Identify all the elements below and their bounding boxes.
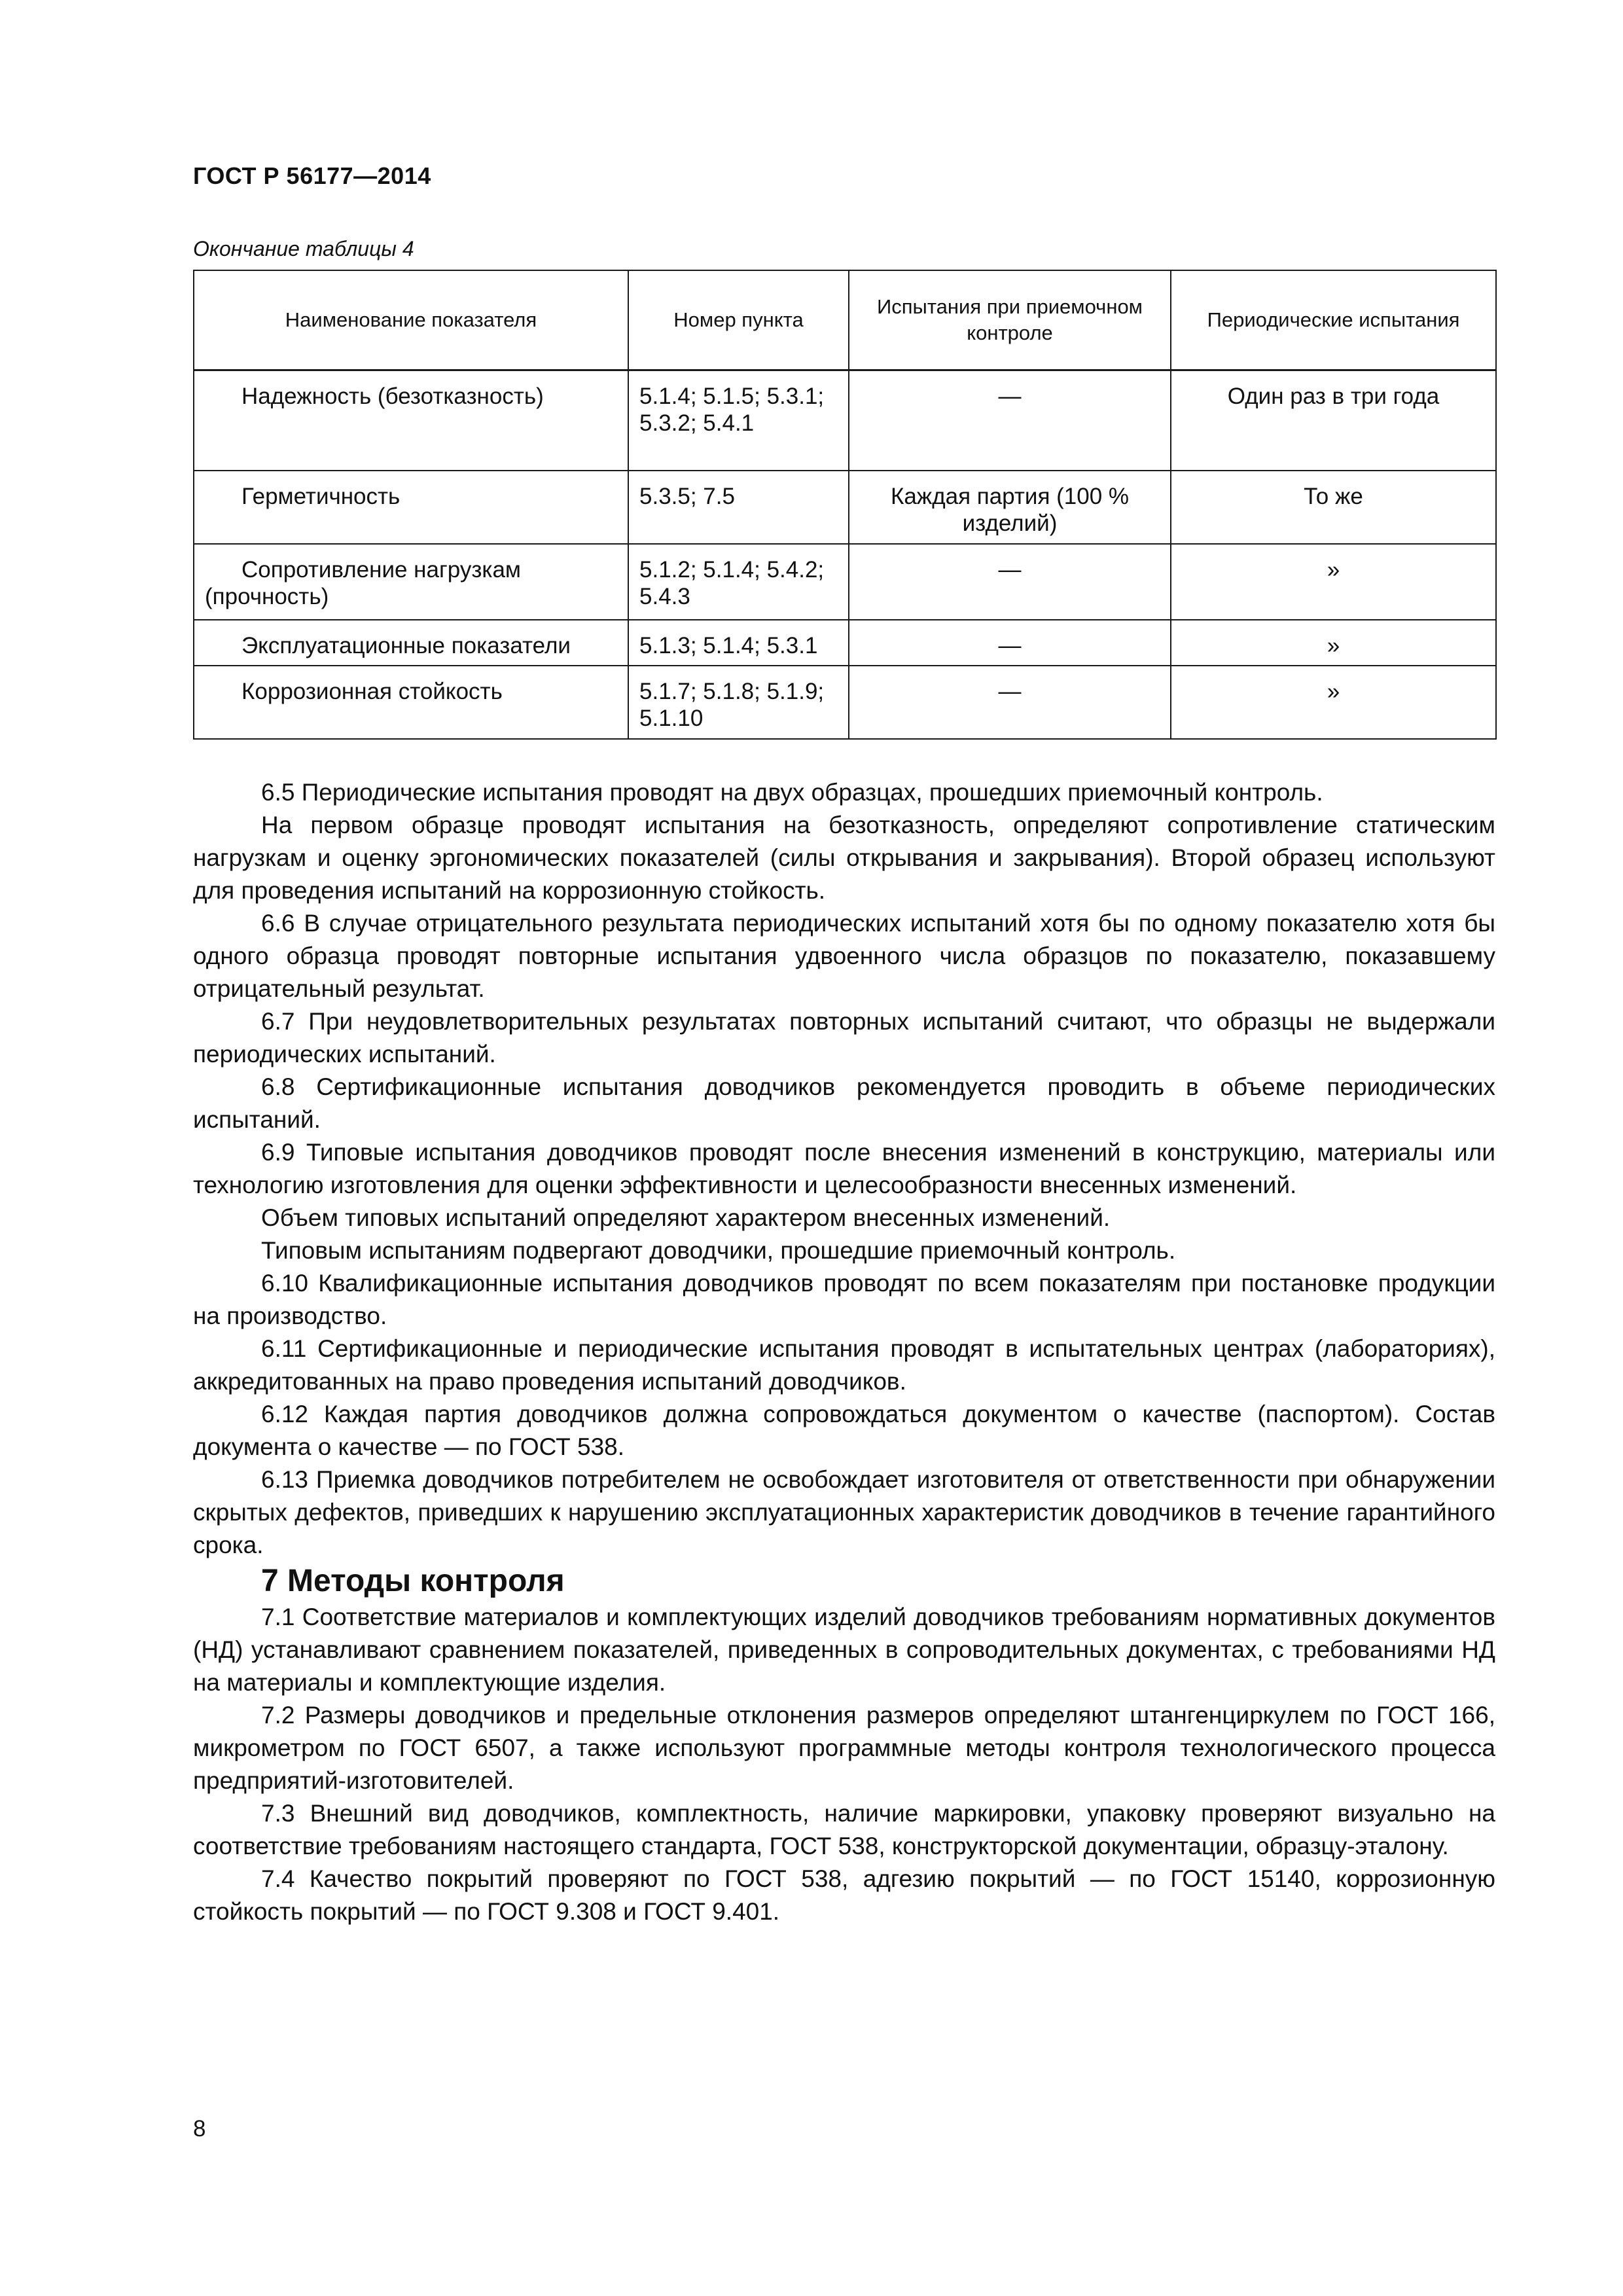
paragraph-7-2: 7.2 Размеры доводчиков и предельные отклонения размеров определяют штангенциркулем по ГОСТ 166, микрометром по ГОСТ 6507, а также используют программные методы контроля технологического процесса предприятий-изготовителей. (193, 1702, 1495, 1794)
cell-name: Герметичность (194, 471, 628, 544)
cell-clause: 5.1.2; 5.1.4; 5.4.2; 5.4.3 (628, 544, 849, 620)
cell-periodic: » (1171, 666, 1496, 739)
section-title: 7 Методы контроля (261, 1564, 565, 1598)
paragraph-7-4: 7.4 Качество покрытий проверяют по ГОСТ 538, адгезию покрытий — по ГОСТ 15140, коррозионную стойкость покрытий — по ГОСТ 9.308 и ГОСТ 9.401. (193, 1865, 1495, 1925)
paragraph-6-9: 6.9 Типовые испытания доводчиков проводят после внесения изменений в конструкцию, материалы или технологию изготовления для оценки эффективности и целесообразности внесенных изменений. (193, 1139, 1495, 1198)
cell-acceptance: — (849, 620, 1171, 666)
cell-clause: 5.1.3; 5.1.4; 5.3.1 (628, 620, 849, 666)
paragraph-6-10: 6.10 Квалификационные испытания доводчиков проводят по всем показателям при постановке продукции на производство. (193, 1270, 1495, 1329)
cell-acceptance: — (849, 370, 1171, 471)
cell-name: Надежность (безотказность) (194, 370, 628, 471)
column-header-acceptance: Испытания при приемочном контроле (849, 270, 1171, 370)
paragraph-6-5: 6.5 Периодические испытания проводят на двух образцах, прошедших приемочный контроль. (261, 779, 1323, 806)
paragraph-6-6: 6.6 В случае отрицательного результата периодических испытаний хотя бы по одному показателю хотя бы одного образца проводят повторные испытания удвоенного числа образцов по показателю, показавшему отрицательный результат. (193, 910, 1495, 1002)
cell-periodic: » (1171, 620, 1496, 666)
table-caption: Окончание таблицы 4 (193, 237, 414, 260)
cell-periodic: То же (1171, 471, 1496, 544)
paragraph-6-13: 6.13 Приемка доводчиков потребителем не освобождает изготовителя от ответственности при обнаружении скрытых дефектов, приведших к нарушению эксплуатационных характеристик доводчиков в течение гарантийного срока. (193, 1466, 1495, 1558)
spec-table (193, 270, 1497, 740)
page-number: 8 (193, 2116, 206, 2142)
table-row (194, 471, 1496, 544)
table-header-row (194, 270, 1496, 370)
column-header-periodic: Периодические испытания (1171, 270, 1496, 370)
cell-name: Эксплуатационные показатели (194, 620, 628, 666)
cell-name: Сопротивление нагрузкам (прочность) (194, 544, 628, 620)
paragraph-7-1: 7.1 Соответствие материалов и комплектующих изделий доводчиков требованиям нормативных документов (НД) устанавливают сравнением показателей, приведенных в сопроводительных документах, с требованиями НД на материалы и комплектующие изделия. (193, 1604, 1495, 1696)
paragraph-6-11: 6.11 Сертификационные и периодические испытания проводят в испытательных центрах (лабораториях), аккредитованных на право проведения испытаний доводчиков. (193, 1335, 1495, 1395)
column-header-clause: Номер пункта (628, 270, 849, 370)
paragraph-7-3: 7.3 Внешний вид доводчиков, комплектность, наличие маркировки, упаковку проверяют визуально на соответствие требованиям настоящего стандарта, ГОСТ 538, конструкторской документации, образцу-эталону. (193, 1800, 1495, 1859)
table-row (194, 620, 1496, 666)
document-body (193, 776, 1495, 1928)
cell-periodic: » (1171, 544, 1496, 620)
paragraph-6-7: 6.7 При неудовлетворительных результатах повторных испытаний считают, что образцы не выдержали периодических испытаний. (193, 1008, 1495, 1067)
table-row (194, 544, 1496, 620)
table-row (194, 666, 1496, 739)
paragraph-6-12: 6.12 Каждая партия доводчиков должна сопровождаться документом о качестве (паспортом). Состав документа о качестве — по ГОСТ 538. (193, 1401, 1495, 1460)
cell-periodic: Один раз в три года (1171, 370, 1496, 471)
cell-acceptance: Каждая партия (100 % изделий) (849, 471, 1171, 544)
column-header-name: Наименование показателя (194, 270, 628, 370)
paragraph-6-9-subject: Типовым испытаниям подвергают доводчики, прошедшие приемочный контроль. (261, 1237, 1176, 1264)
cell-name: Коррозионная стойкость (194, 666, 628, 739)
document-header: ГОСТ Р 56177—2014 (193, 162, 431, 189)
cell-clause: 5.1.7; 5.1.8; 5.1.9; 5.1.10 (628, 666, 849, 739)
cell-clause: 5.1.4; 5.1.5; 5.3.1; 5.3.2; 5.4.1 (628, 370, 849, 471)
cell-acceptance: — (849, 666, 1171, 739)
paragraph-6-8: 6.8 Сертификационные испытания доводчиков рекомендуется проводить в объеме периодических испытаний. (193, 1073, 1495, 1133)
paragraph-6-5-continued: На первом образце проводят испытания на безотказность, определяют сопротивление статическим нагрузкам и оценку эргономических показателей (силы открывания и закрывания). Второй образец используют для проведения испытаний на коррозионную стойкость. (193, 812, 1495, 904)
cell-acceptance: — (849, 544, 1171, 620)
paragraph-6-9-scope: Объем типовых испытаний определяют характером внесенных изменений. (261, 1204, 1111, 1231)
cell-clause: 5.3.5; 7.5 (628, 471, 849, 544)
table-row (194, 370, 1496, 471)
